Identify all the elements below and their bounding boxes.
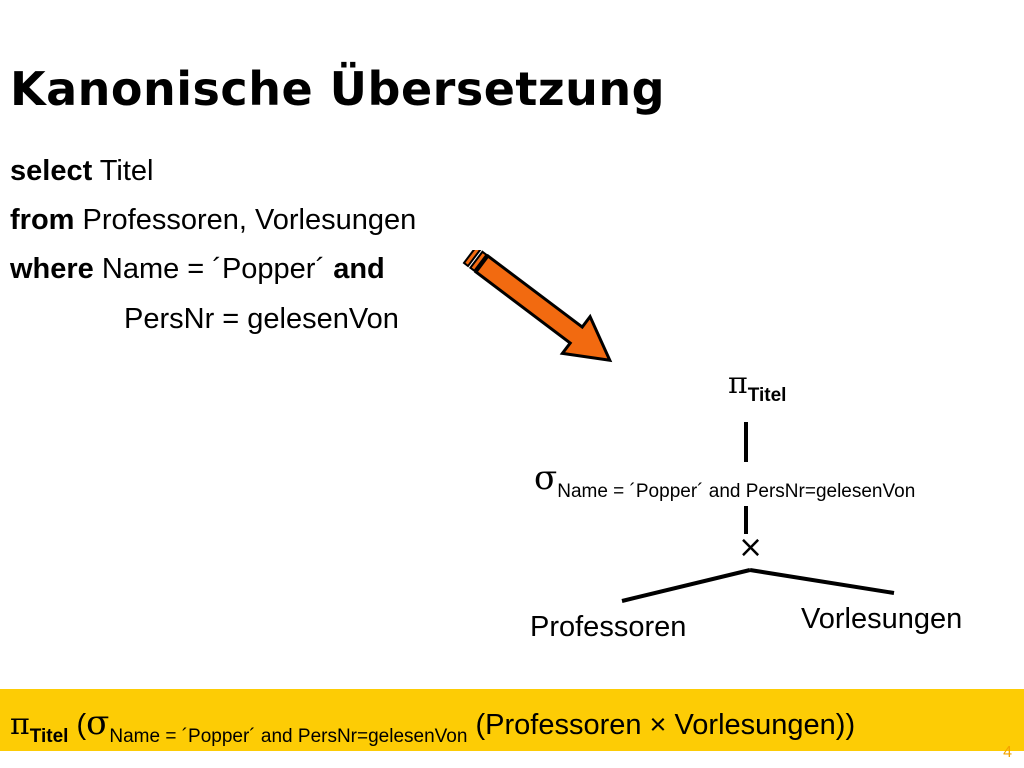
edge-cross-vorlesungen — [750, 570, 894, 593]
sigma-symbol: σ — [534, 458, 558, 498]
sql-where-text: Name = ´Popper´ — [93, 253, 334, 285]
tree-product-node: × — [738, 530, 764, 565]
formula-sigma-symbol: σ — [86, 703, 110, 743]
pi-symbol: π — [728, 366, 748, 401]
formula-pi-subscript: Titel — [29, 726, 69, 747]
formula-rest: (Professoren × Vorlesungen)) — [467, 709, 856, 741]
page-number: 4 — [1003, 744, 1012, 761]
sql-where-continuation: PersNr = gelesenVon — [124, 303, 399, 335]
formula-sigma-subscript: Name = ´Popper´ and PersNr=gelesenVon — [109, 726, 468, 747]
projection-attribute: Titel — [747, 385, 787, 406]
translation-arrow-icon — [460, 250, 620, 375]
formula-open-paren: ( — [68, 709, 87, 741]
tree-selection-node — [534, 458, 916, 502]
selection-condition: Name = ´Popper´ and PersNr=gelesenVon — [557, 481, 916, 502]
sql-select-text: Titel — [92, 155, 154, 187]
sql-keyword-and: and — [333, 253, 385, 285]
slide-title: Kanonische Übersetzung — [10, 62, 666, 116]
sql-keyword-from: from — [10, 204, 75, 236]
tree-projection-node — [728, 366, 787, 406]
algebra-formula — [10, 703, 856, 747]
sql-from-line — [10, 204, 416, 237]
sql-keyword-select: select — [10, 155, 93, 187]
sql-from-text: Professoren, Vorlesungen — [74, 204, 417, 236]
edge-cross-professoren — [622, 570, 750, 601]
sql-keyword-where: where — [10, 253, 94, 285]
arrow-body — [468, 250, 620, 375]
sql-select-line — [10, 155, 153, 188]
tree-leaf-professoren: Professoren — [530, 611, 687, 643]
formula-pi-symbol: π — [10, 707, 30, 742]
operator-tree-edges — [600, 410, 920, 610]
tree-leaf-vorlesungen: Vorlesungen — [801, 603, 963, 635]
sql-where-line — [10, 253, 385, 286]
